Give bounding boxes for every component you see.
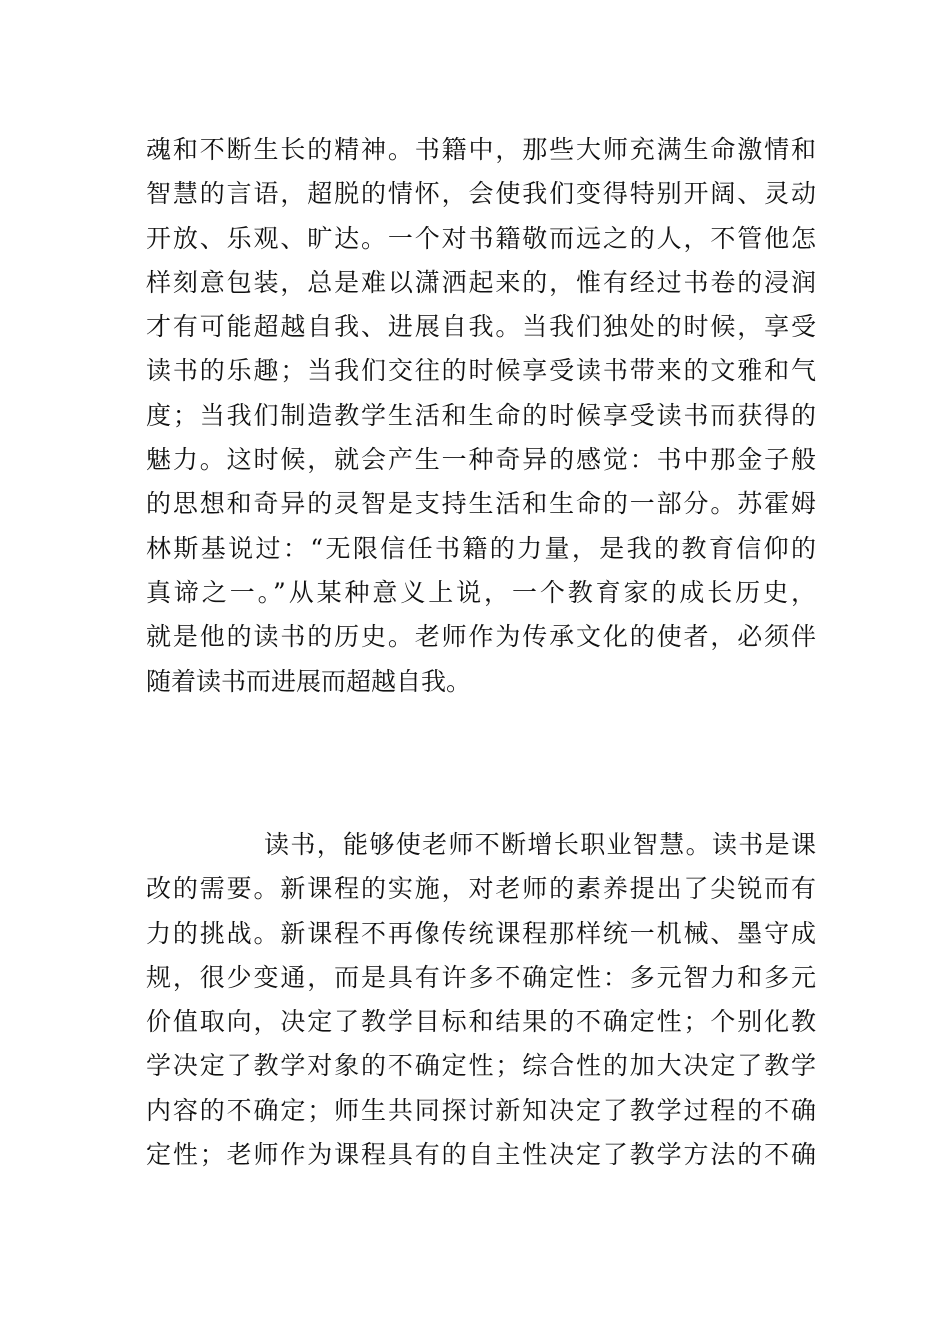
paragraph-line: 魅力。这时候，就会产生一种奇异的感觉：书中那金子般 — [146, 445, 816, 475]
paragraph-line: 规，很少变通，而是具有许多不确定性：多元智力和多元 — [146, 962, 816, 992]
paragraph-line: 读书，能够使老师不断增长职业智慧。读书是课 — [264, 830, 816, 859]
paragraph-2 — [146, 823, 816, 1177]
paragraph-line: 读书的乐趣；当我们交往的时候享受读书带来的文雅和气 — [146, 356, 816, 386]
paragraph-line: 度；当我们制造教学生活和生命的时候享受读书而获得的 — [146, 400, 816, 430]
paragraph-line: 林斯基说过：“无限信任书籍的力量，是我的教育信仰的 — [146, 533, 816, 563]
paragraph-line: 才有可能超越自我、进展自我。当我们独处的时候，享受 — [146, 312, 816, 342]
paragraph-line: 样刻意包装，总是难以潇洒起来的，惟有经过书卷的浸润 — [146, 267, 816, 297]
paragraph-line: 内容的不确定；师生共同探讨新知决定了教学过程的不确 — [146, 1095, 816, 1125]
paragraph-line: 魂和不断生长的精神。书籍中，那些大师充满生命激情和 — [146, 135, 816, 164]
paragraph-line: 智慧的言语，超脱的情怀，会使我们变得特别开阔、灵动 — [146, 179, 816, 209]
paragraph-line: 改的需要。新课程的实施，对老师的素养提出了尖锐而有 — [146, 874, 816, 904]
paragraph-line: 的思想和奇异的灵智是支持生活和生命的一部分。苏霍姆 — [146, 489, 816, 519]
paragraph-line: 学决定了教学对象的不确定性；综合性的加大决定了教学 — [146, 1051, 816, 1081]
paragraph-line: 开放、乐观、旷达。一个对书籍敬而远之的人，不管他怎 — [146, 223, 816, 253]
paragraph-line: 力的挑战。新课程不再像传统课程那样统一机械、墨守成 — [146, 918, 816, 948]
paragraph-line: 真谛之一。”从某种意义上说，一个教育家的成长历史， — [146, 577, 816, 607]
paragraph-1 — [146, 128, 816, 704]
paragraph-line: 价值取向，决定了教学目标和结果的不确定性；个别化教 — [146, 1007, 816, 1037]
paragraph-line: 随着读书而进展而超越自我。 — [146, 666, 472, 696]
paragraph-line: 定性；老师作为课程具有的自主性决定了教学方法的不确 — [146, 1140, 816, 1170]
paragraph-line: 就是他的读书的历史。老师作为传承文化的使者，必须伴 — [146, 622, 816, 652]
